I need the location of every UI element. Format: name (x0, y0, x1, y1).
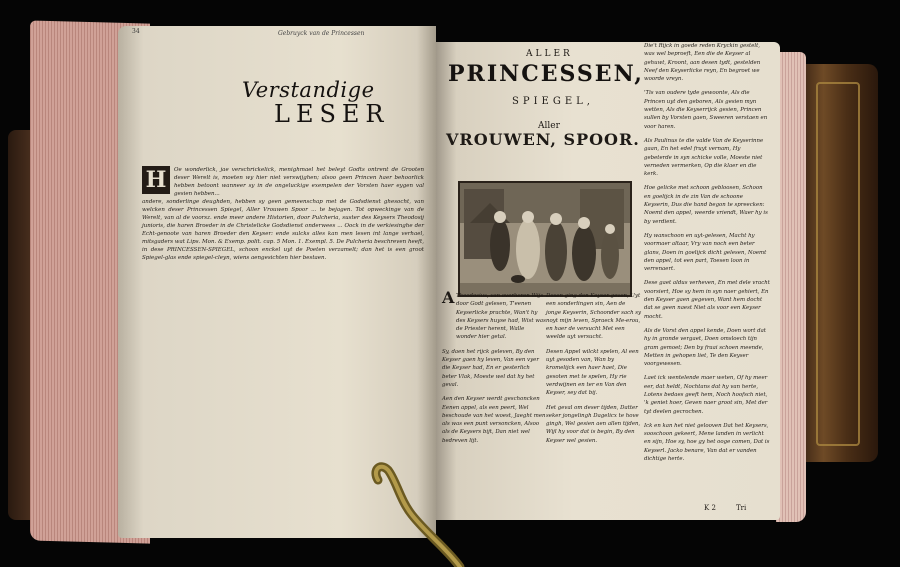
right-title-main: PRINCESSEN, (448, 61, 644, 87)
right-page (436, 42, 780, 520)
verse-column-2 (546, 292, 642, 451)
stanza: Laet ick wentelende maer weten, Of hy meer eer, dat heldt, Nochtans dat hy van herte, Lotens bedaes geeft hem, Noch hoofsch niet, 'k geniet hoer, Geven naer groot sin, Met der tyt deelen gecrochen. (644, 375, 768, 415)
page-number: 34 (132, 28, 140, 35)
stanza: Desen ging den Keyser geven, Uyt een sonderlingen sin, Aen de jonge Keyserin, Schoonder sach sy noyt mijn leven, Spraeck Me-erou, en haer de versucht Met een weelde uyt versucht. (546, 293, 642, 341)
stanza: 'Tis van oudere tyde gewoonte, Als die Princen uyt den geboren, Als gesien myn wetten, Als die Keyserrijck gesien, Princen sullen by Vorsten gaen, Sweeren verstaen en voor haren. (644, 90, 768, 130)
right-title-sub: SPIEGEL, (512, 96, 594, 107)
stanza: Die't Rijck in goede reden Kryckin gestelt, was wel beproeft, Een die de Keyser al gehuwt, Kroont, aan desen tydt, gestelden Neef den Keyserlicke reyn, En begroet we woorde vreyn. (644, 43, 761, 83)
stanza: Desen Appel wilckt spelen, Al een uyt gesoden van, Wan by kromelijck een haer haet, Die gesoten met te spelen, Hy rie verdwijnen en ter en Van den Keyser, sey dat bij. (546, 348, 639, 397)
verse-column-3 (644, 42, 770, 469)
catchword: Tri (736, 504, 747, 512)
left-page (118, 26, 436, 538)
stanza: Als de Vorst den appel kende, Doen wort dat hy in gronde vergaet, Doen omsloech tijn gram gemoet; Den by fraai schoen meende, Metten in gehopen liet, Te den Keyser voorgewesen. (644, 327, 766, 368)
running-head: Gebruyck van de Princessen (278, 30, 365, 37)
left-title-line1: Verstandige (242, 78, 375, 102)
gilt-tooling (816, 82, 860, 446)
left-body-top: Oe wonderlick, jae verschrickelick, menighmael het beleyt Godts ontrent de Grooten deser Werelt is, moeten wy hier niet verswijghen; alsoo geen Princen haer behoorlick hebben betoont wanneer sy in de ongeluckige exempelen der Vorsten haer eygen val gesien hebben... (174, 167, 424, 197)
left-body-text (142, 166, 424, 344)
signature-mark: K 2 (704, 504, 716, 512)
right-drop-cap: A (442, 288, 455, 307)
verse-column-1 (442, 288, 546, 451)
stanza: Aen den Keyser werdt geschoncken Eenen appel, als een peert, Wel beschoude van het woest, Jaeght men als was een punt versoncken, Alsoo als de Keysers bijt, Dan niet wel bedreven lijt. (442, 396, 546, 444)
book-cover-right (800, 64, 878, 462)
right-title-aller-mid: Aller (538, 121, 560, 131)
stanza: Theodosius, van overheren Wijs door Godt gelesen, T'eenen Keyserlicke prachte, Wan't hy des Keysers huyse had, Wist was de Priester herent, Walle wonder hier getal. (456, 293, 546, 341)
page-edges-right (776, 52, 806, 522)
right-title-aller: ALLER (526, 49, 573, 59)
stanza: Sy, daen het rijck geleven, By den Keyser gaen hy leven, Van een vyer die Keyser had, En er gesterlich beter Vlak, Moeste wel dat hy het geval. (442, 348, 539, 388)
engraving-scene (460, 183, 630, 295)
left-drop-cap: H (142, 166, 170, 194)
stanza: Ick en kan het niet gelooven Dat het Keysers, sooschoon gekeert, Mene landen in verlicht en sijn, Hoe sy, hoe gy het ooge comen, Dat is Keyserl. Jacko benare, Van dat er vanden dichtige herte. (644, 422, 770, 463)
stanza: Hy wanschoon en uyt-gelesen, Macht hy voormaer altaar, Vry van noch een beter glans, Doen in goelijck dicht gelesen, Noemt den appel, tot een part, Toesen loon in verrenaert. (644, 232, 767, 273)
right-title-vrouwen: VROUWEN, SPOOR. (446, 130, 640, 149)
stanza: Hoe gelicke met schoon gebloosen, Schoon en goelijck in de zin Van de schoone Keyserin, Dus die hand begon te spreecken: Noemt den appel, weerde vriendt, Waer hy is by verdient. (644, 185, 768, 225)
stanza: Als Paulinus te die valde Van de Keyserinne gaan, En het edel fruyt vernam, Hy gebeterde in syn schicke volle, Moeste niet verneden vermerken, Op die klaer en die kerk. (644, 137, 764, 178)
left-title-line2: LESER (274, 100, 390, 128)
left-body-bottom: andere, sonderlinge deughden, hebben sy geen gemeenschap met de Godsdienst ghesocht, van welcken deser Princessen Spiegel, Aller Vrouwen Spoor ... te bejagen. Tot opweckinge van de Werelt, van al de voorsz. ende meer andere Historien, door Pulcheria, suster des Keysers Theodosij junioris, die haren Broeder in de Christelicke Godsdienst onderwees ... Oock in de verkiesinghe der Echt-genoote van haren Broeder den Keyser: ende sulcks alles kan men lesen int lange verhael, mitsgaders wat Lips. Mon. & Exemp. polit. cap. 5 Mon. 1. Exempl. 5. De Pulcheria beschreven heeft, in dese PRINCESSEN-SPIEGEL, schoon enckel uyt de Poeten verzamelt; dan het is een groot Spiegel-glas ende spiegel-cleyn, wiens aengesichten hier bestaen. (142, 199, 424, 261)
stanza: Dese gaet aldus verheven, En met dele vracht voorsiert, Hoe sy hem in syn naer gehiert, En den Keyser gaen gegeven, Want hem docht dat se geen naest Niet als voor een Keyser mocht. (644, 280, 770, 320)
engraving-illustration (458, 181, 632, 297)
stanza: Het geval om deser tijden, Datter seker jongelingh Dagelicx te hove gingh, Wel gesien aen allen tijden, Wijl hy voor dat is begin, By den Keyser wel gesien. (546, 404, 641, 444)
